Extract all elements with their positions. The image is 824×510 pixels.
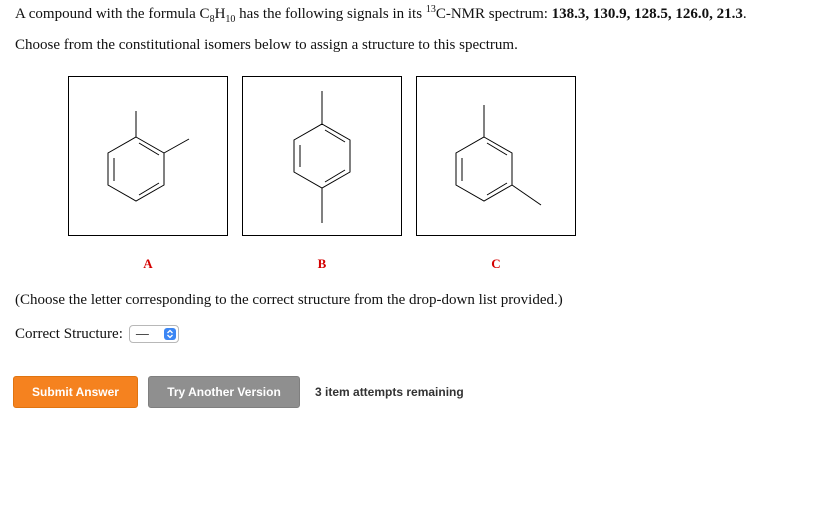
structure-label-c: C (491, 256, 501, 271)
nmr-signals: 138.3, 130.9, 128.5, 126.0, 21.3 (551, 6, 743, 22)
question-end: . (742, 6, 747, 22)
try-another-version-button[interactable]: Try Another Version (148, 376, 300, 408)
structure-label-b: B (317, 256, 327, 271)
structure-c-drawing (417, 77, 575, 235)
dropdown-instruction: (Choose the letter corresponding to the correct structure from the drop-down list provided.) (15, 292, 563, 308)
structure-select-value: — (135, 326, 149, 341)
structure-a-drawing (69, 77, 227, 235)
question-text (15, 4, 747, 25)
nmr-text: C-NMR spectrum: (435, 6, 552, 22)
question-mid-text: has the following signals in its (235, 6, 426, 22)
answer-row (15, 325, 179, 343)
formula-c-subscript: 8 (209, 14, 215, 25)
submit-answer-button[interactable]: Submit Answer (13, 376, 138, 408)
structure-b-drawing (243, 77, 401, 235)
structure-select[interactable] (129, 325, 179, 343)
structure-label-a: A (143, 256, 153, 271)
question-instruction: Choose from the constitutional isomers below to assign a structure to this spectrum. (15, 37, 518, 53)
isotope-superscript: 13 (425, 4, 436, 15)
chevron-updown-icon (164, 328, 176, 340)
question-prefix: A compound with the formula C (15, 6, 210, 22)
formula-h-symbol: H (214, 6, 226, 22)
structure-box-b (242, 76, 402, 236)
structure-box-c (416, 76, 576, 236)
structure-box-a (68, 76, 228, 236)
attempts-remaining-text: 3 item attempts remaining (315, 385, 464, 399)
correct-structure-label: Correct Structure: (15, 325, 123, 342)
formula-h-subscript: 10 (225, 14, 236, 25)
